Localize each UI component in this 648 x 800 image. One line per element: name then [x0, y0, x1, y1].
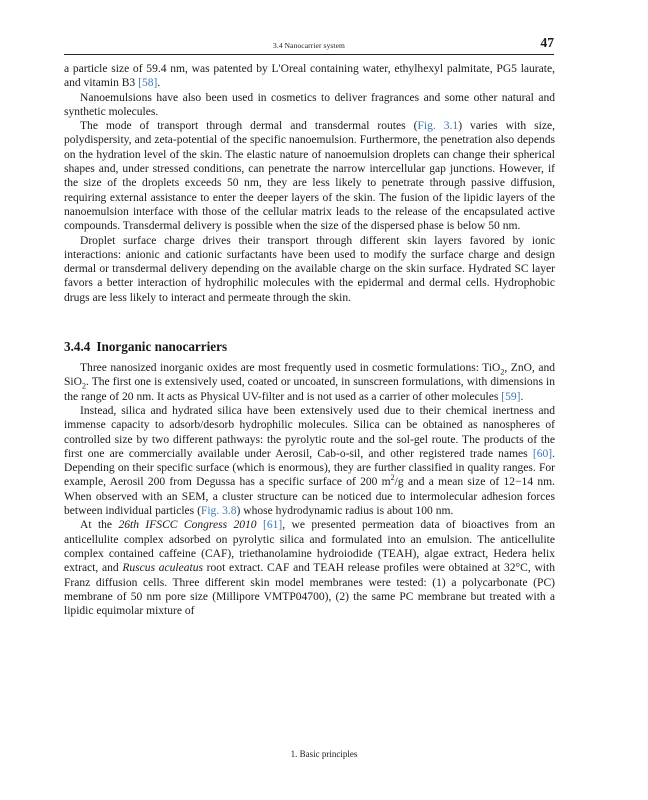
- paragraph-3: The mode of transport through dermal and transdermal routes (Fig. 3.1) varies with size, polydispersity, and zeta-potential of the specific nanoemulsion. Furthermore, the penetration also depends on the hydration level of the skin. The elastic nature of nanoemulsion droplets can change their spherical shapes and, under stressed conditions, can penetrate the narrow intercellular gap junctions. However, if the size of the droplets exceeds 50 nm, they are less likely to penetrate through passive diffusion, requiring external assistance to enter the deeper layers of the skin. The fusion of the lipidic layers of the nanoemulsion interface with those of the cellular matrix leads to the release of the encapsulated active compounds. Transdermal delivery is possible when the size of the dispersed phase is below 50 nm.: [64, 120, 555, 233]
- section-number: 3.4.4: [64, 339, 91, 355]
- section-heading: [64, 339, 555, 355]
- page-footer: 1. Basic principles: [290, 749, 358, 759]
- running-title: 3.4 Nanocarrier system: [273, 41, 345, 50]
- paragraph-2: Nanoemulsions have also been used in cosmetics to deliver fragrances and some other natural and synthetic molecules.: [64, 91, 555, 118]
- paragraph-1: a particle size of 59.4 nm, was patented by L'Oreal containing water, ethylhexyl palmitate, PG5 laurate, and vitamin B3 [58].: [64, 63, 555, 90]
- running-header: [64, 22, 554, 55]
- citation-58[interactable]: [58]: [138, 77, 158, 90]
- section-title: Inorganic nanocarriers: [96, 339, 228, 355]
- citation-61[interactable]: [61]: [262, 519, 283, 532]
- paragraph-6: Instead, silica and hydrated silica have been extensively used due to their chemical inertness and immense capacity to adsorb/desorb hydrophilic molecules. Silica can be obtained as nanospheres of controlled size by two different pathways: the pyrolytic route and the sol-gel route. The products of the first one are commercially available under Aerosil, Cab-o-sil, and other registered trade names [60]. Depending on their specific surface (which is enormous), they are further classified in quality ranges. For example, Aerosil 200 from Degussa has a specific surface of 200 $m^2/g$ and a mean size of 12−14 nm. When observed with an SEM, a cluster structure can be noticed due to intermolecular adhesion forces between individual particles (Fig. 3.8) whose hydrodynamic radius is about 100 nm.: [64, 404, 555, 518]
- figure-link-3-1[interactable]: Fig. 3.1: [417, 120, 459, 133]
- paragraph-7: At the 26th IFSCC Congress 2010 [61], we presented permeation data of bioactives from an anticellulite complex adsorbed on pyrolytic silica and formulated into an emulsion. The anticellulite complex contained caffeine (CAF), triethanolamine hydroiodide (TEAH), algae extract, Hedera helix extract, and Ruscus aculeatus root extract. CAF and TEAH release profiles were obtained at 32°C, with Franz diffusion cells. Three different skin model membranes were tested: (1) a polycarbonate (PC) membrane of 50 nm pore size (Millipore VMTP04700), (2) the same PC membrane but treated with a lipidic equimolar mixture of: [64, 519, 555, 618]
- page-number: 47: [540, 35, 554, 50]
- citation-60[interactable]: [60]: [532, 447, 553, 460]
- body-text: [64, 62, 555, 618]
- paragraph-4: Droplet surface charge drives their transport through different skin layers favored by ionic interactions: anionic and cationic surfactants have been used to modify the surface charge and design dermal or transdermal delivery depending on the available charge on the skin surface. Hydrated SC layer favors a better interaction of hydrophilic molecules with the epidermal and dermal cells. Hydrophobic drugs are less likely to interact and permeate through the skin.: [64, 234, 555, 304]
- citation-59[interactable]: [59]: [501, 390, 521, 403]
- figure-link-3-8[interactable]: Fig. 3.8: [200, 505, 237, 518]
- paragraph-5: Three nanosized inorganic oxides are most frequently used in cosmetic formulations: TiO$_2$, ZnO, and SiO$_2$. The first one is extensively used, coated or uncoated, in sunscreen formulations, with dimensions in the range of 20 nm. It acts as Physical UV-filter and is not used as a carrier of other molecules [59].: [64, 362, 555, 403]
